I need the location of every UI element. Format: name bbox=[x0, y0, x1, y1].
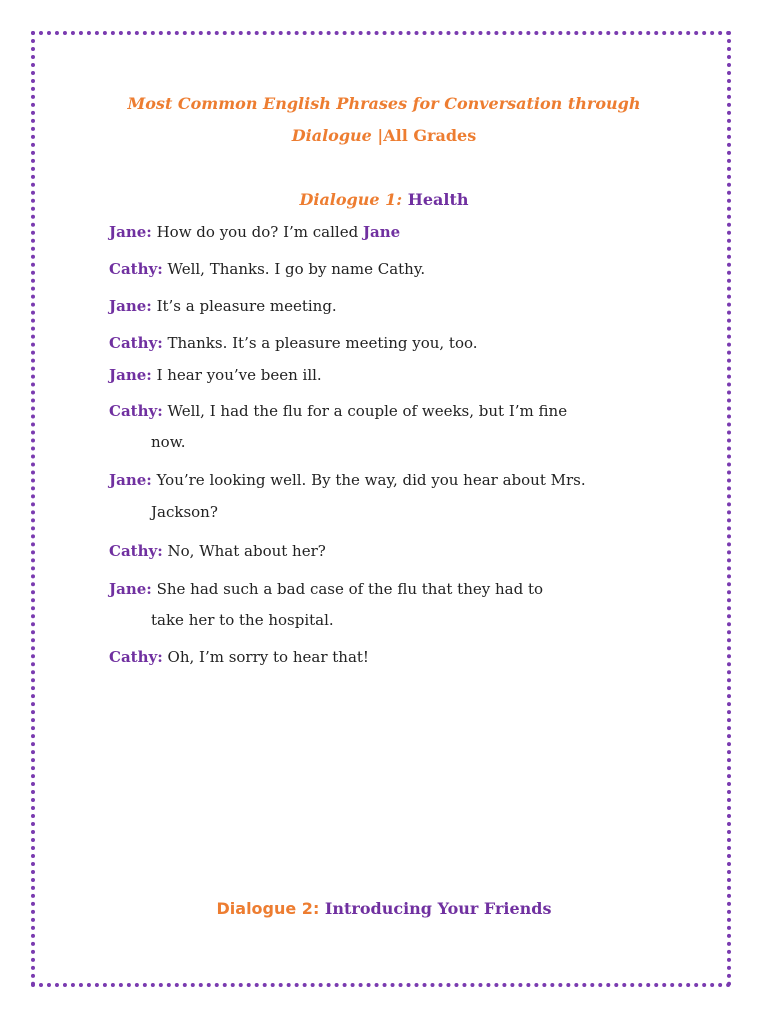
dialogue-1-heading bbox=[60, 188, 708, 212]
dialogue-line bbox=[109, 535, 669, 567]
dialogue-line bbox=[109, 573, 669, 605]
line-text: You’re looking well. By the way, did you hear about Mrs. bbox=[151, 471, 586, 489]
dialogue-2-heading bbox=[60, 897, 708, 921]
dialogue-line bbox=[109, 327, 669, 359]
line-text: It’s a pleasure meeting. bbox=[151, 297, 337, 315]
line-text: I hear you’ve been ill. bbox=[151, 366, 322, 384]
dialogue-1-topic: Health bbox=[407, 190, 469, 209]
dialogue-1-label: Dialogue 1: bbox=[299, 190, 403, 209]
line-text: Well, I had the flu for a couple of weeks, but I’m fine bbox=[162, 402, 568, 420]
speaker-name: Cathy: bbox=[109, 334, 163, 352]
line-text: Oh, I’m sorry to hear that! bbox=[162, 648, 369, 666]
dialogue-line bbox=[109, 359, 669, 391]
highlighted-name: Jane bbox=[362, 223, 401, 241]
speaker-name: Cathy: bbox=[109, 260, 163, 278]
document-title-line-2 bbox=[60, 120, 708, 152]
line-text: No, What about her? bbox=[162, 542, 326, 560]
line-continuation: Jackson? bbox=[151, 503, 218, 521]
speaker-name: Cathy: bbox=[109, 402, 163, 420]
dialogue-2-topic: Introducing Your Friends bbox=[324, 899, 552, 918]
dialogue-line bbox=[109, 641, 669, 673]
speaker-name: Jane: bbox=[109, 366, 152, 384]
document-title-line-1: Most Common English Phrases for Conversation through bbox=[127, 94, 641, 113]
page-border bbox=[31, 31, 731, 987]
line-text: Well, Thanks. I go by name Cathy. bbox=[162, 260, 426, 278]
line-text: Thanks. It’s a pleasure meeting you, too. bbox=[162, 334, 478, 352]
dialogue-line bbox=[109, 253, 669, 285]
line-continuation: now. bbox=[151, 433, 186, 451]
line-text: How do you do? I’m called bbox=[151, 223, 363, 241]
speaker-name: Jane: bbox=[109, 223, 152, 241]
speaker-name: Jane: bbox=[109, 471, 152, 489]
line-text: She had such a bad case of the flu that they had to bbox=[151, 580, 544, 598]
speaker-name: Cathy: bbox=[109, 542, 163, 560]
title-dialogue-word: Dialogue bbox=[291, 126, 372, 145]
dialogue-line bbox=[109, 395, 669, 427]
dialogue-2-label: Dialogue 2: bbox=[216, 899, 320, 918]
dialogue-line bbox=[109, 216, 669, 248]
speaker-name: Jane: bbox=[109, 297, 152, 315]
speaker-name: Jane: bbox=[109, 580, 152, 598]
title-grades: All Grades bbox=[383, 126, 477, 145]
dialogue-line bbox=[109, 290, 669, 322]
line-continuation: take her to the hospital. bbox=[151, 611, 334, 629]
title-separator: | bbox=[371, 126, 384, 145]
dialogue-line bbox=[109, 464, 669, 496]
speaker-name: Cathy: bbox=[109, 648, 163, 666]
